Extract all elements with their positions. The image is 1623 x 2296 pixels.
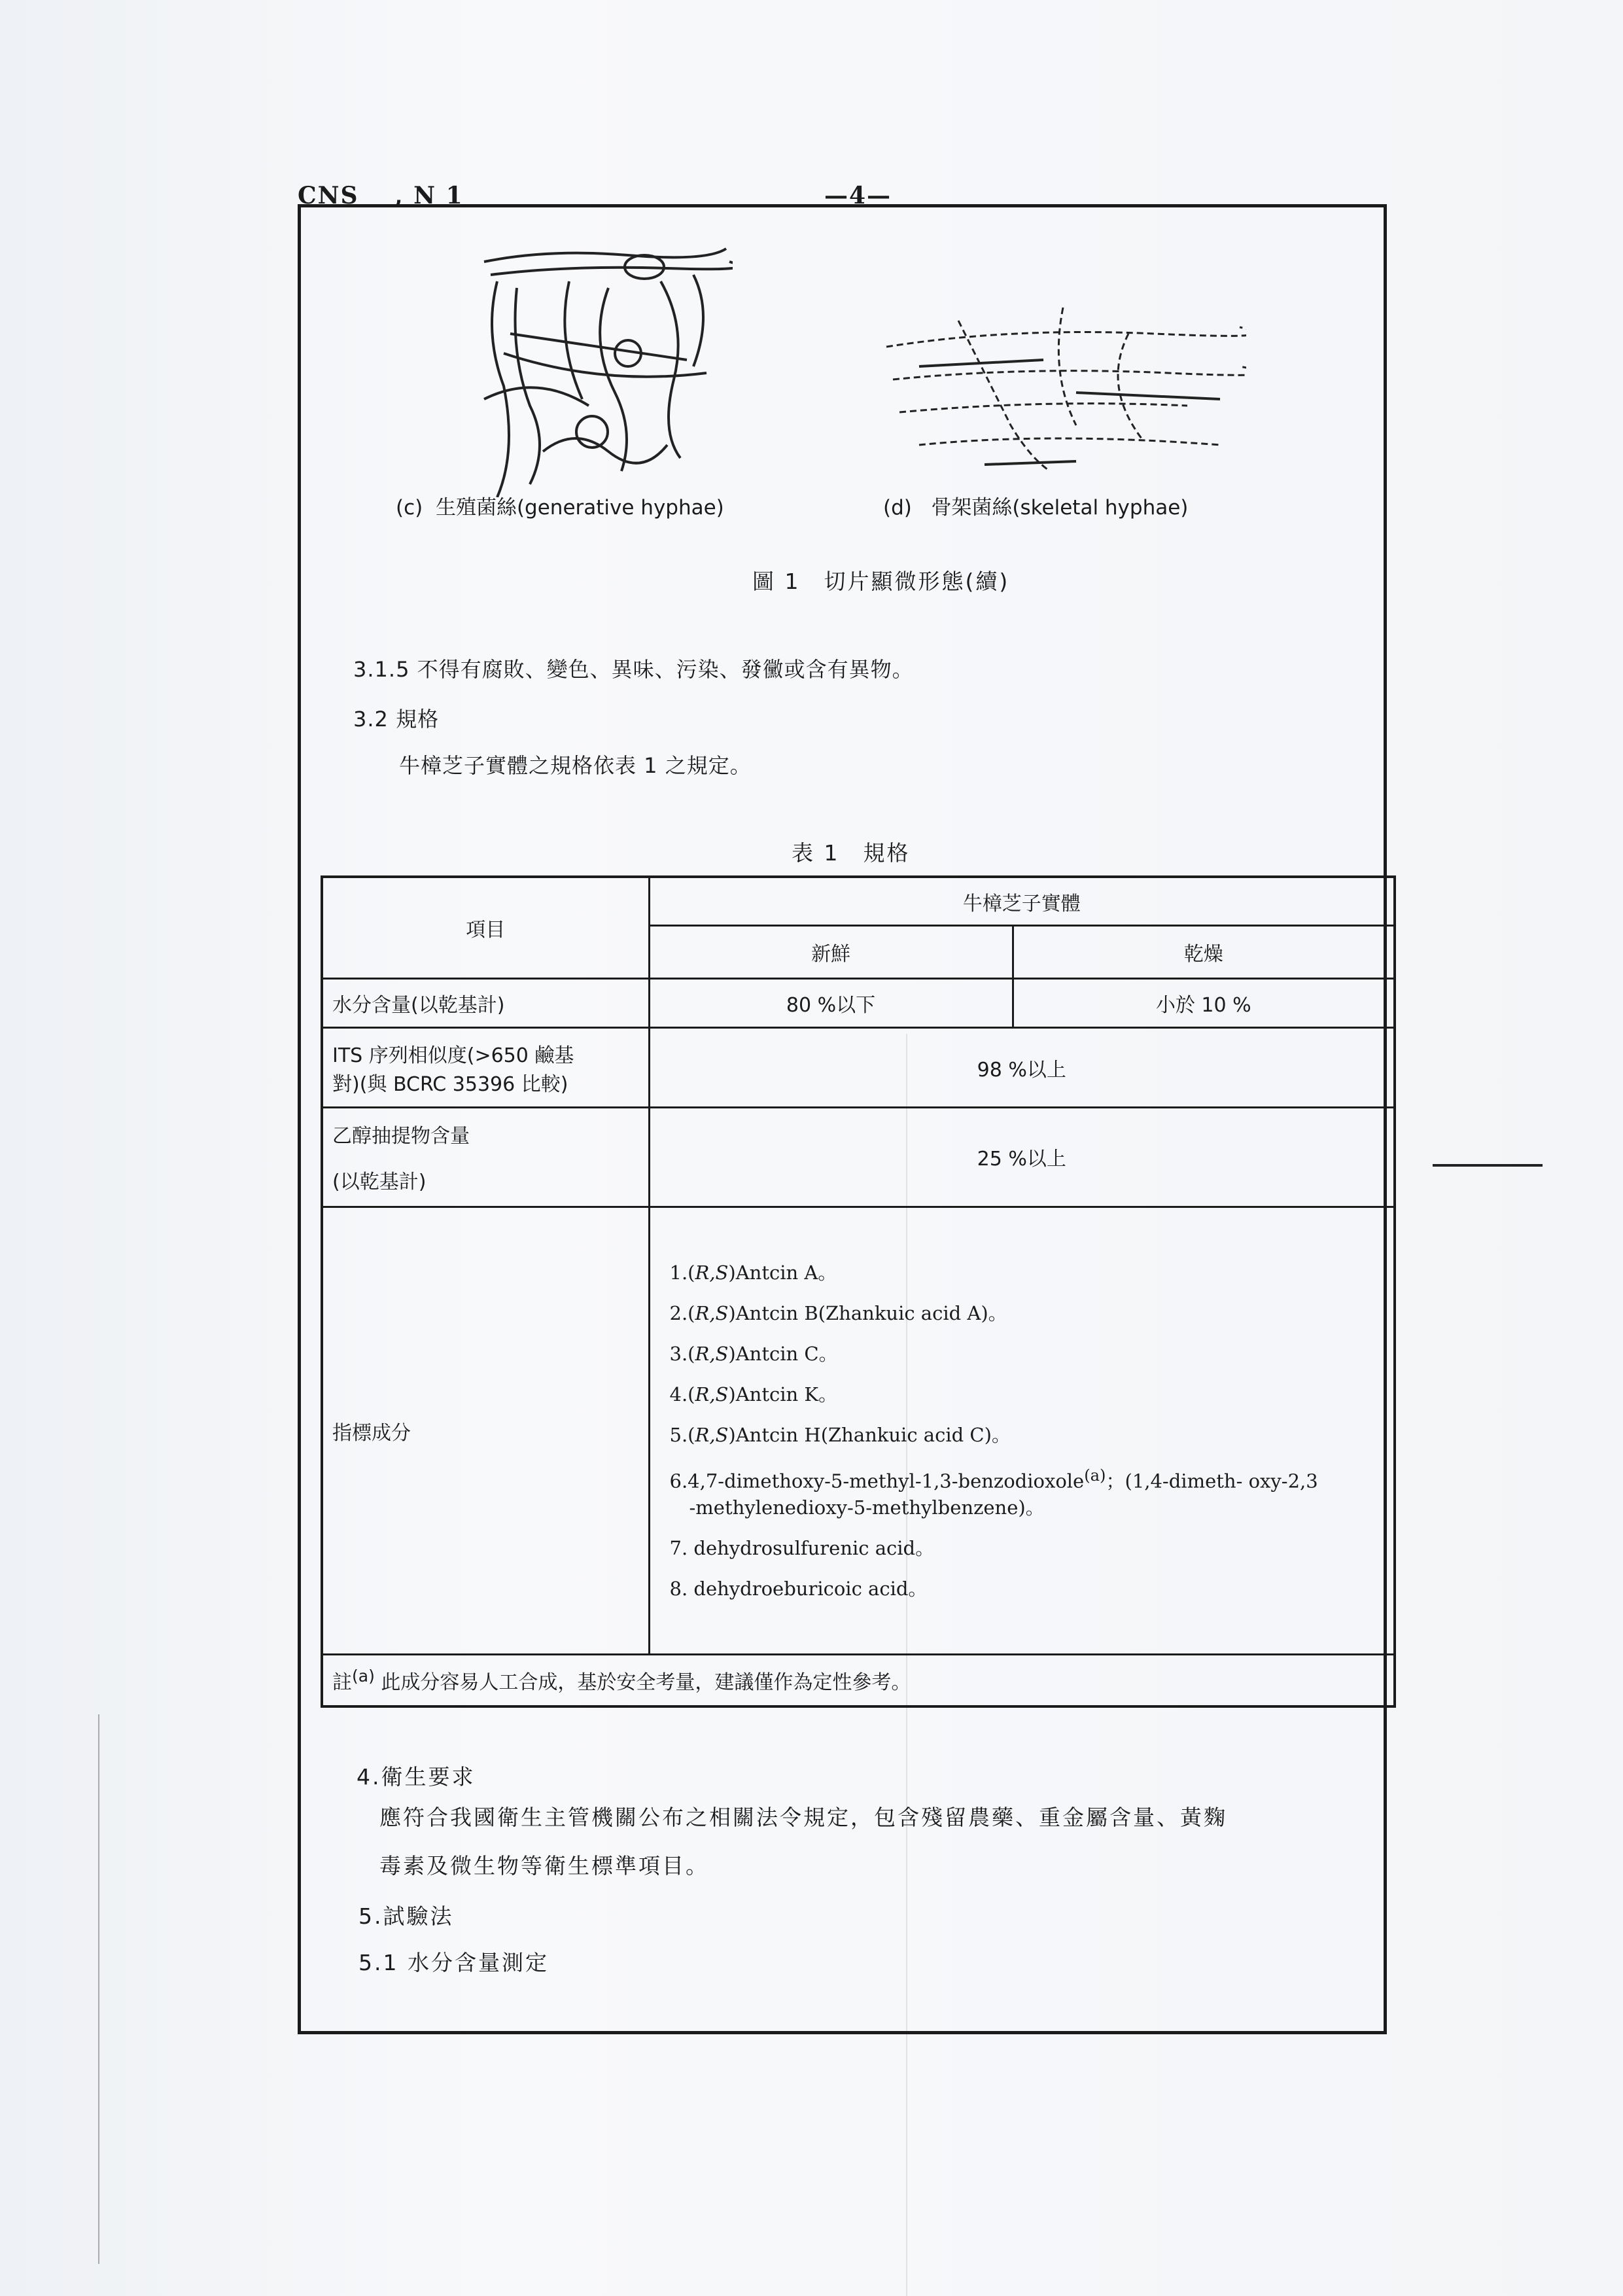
component-2: 2.(R,S)Antcin B(Zhankuic acid A)。	[669, 1302, 1007, 1325]
caption-c-text: 生殖菌絲(generative hyphae)	[435, 496, 724, 520]
component-8: 8. dehydroeburicoic acid。	[669, 1577, 928, 1600]
header-group: 牛樟芝子實體	[649, 877, 1395, 926]
component-3: 3.(R,S)Antcin C。	[669, 1343, 838, 1366]
standard-code: , N 1	[394, 182, 464, 209]
header-dry: 乾燥	[1013, 926, 1395, 979]
caption-c-label: (c)	[396, 496, 423, 520]
section-3-1-5: 3.1.5 不得有腐敗、變色、異味、污染、發黴或含有異物。	[353, 657, 914, 682]
section-4-title: 4.衛生要求	[357, 1764, 476, 1790]
figure-title: 圖 1 切片顯微形態(續)	[752, 569, 1010, 594]
caption-d	[883, 491, 1188, 520]
marker-components	[649, 1207, 1395, 1655]
section-5-1: 5.1 水分含量測定	[358, 1950, 549, 1975]
header-item: 項目	[322, 877, 649, 979]
section-5-title: 5.試驗法	[358, 1903, 454, 1929]
component-5: 5.(R,S)Antcin H(Zhankuic acid C)。	[669, 1424, 1011, 1447]
ethanol-label	[322, 1107, 649, 1207]
its-value: 98 %以上	[649, 1028, 1395, 1108]
header-fresh: 新鮮	[649, 926, 1013, 979]
component-4: 4.(R,S)Antcin K。	[669, 1383, 838, 1406]
section-3-2-title: 3.2 規格	[353, 707, 440, 732]
caption-d-text: 骨架菌絲(skeletal hyphae)	[931, 496, 1189, 520]
table-caption: 表 1 規格	[792, 840, 911, 866]
moisture-fresh: 80 %以下	[649, 979, 1013, 1028]
component-1: 1.(R,S)Antcin A。	[669, 1262, 837, 1284]
component-7: 7. dehydrosulfurenic acid。	[669, 1536, 935, 1559]
moisture-dry: 小於 10 %	[1013, 979, 1395, 1028]
its-label-line2: 對)(與 BCRC 35396 比較)	[332, 1072, 568, 1096]
margin-rule	[1433, 1164, 1543, 1167]
ethanol-label-line2: (以乾基計)	[332, 1171, 427, 1194]
component-6: 6.4,7-dimethoxy-5-methyl-1,3-benzodioxole$^{(a)}$；(1,4-dimeth- oxy-2,3 -methylenedioxy-5-methylbenzene)。	[669, 1466, 1318, 1519]
section-3-2-text: 牛樟芝子實體之規格依表 1 之規定。	[399, 753, 752, 778]
its-label	[322, 1028, 649, 1108]
ethanol-value: 25 %以上	[649, 1107, 1395, 1207]
marker-label: 指標成分	[322, 1207, 649, 1655]
section-4-line2: 毒素及微生物等衛生標準項目。	[379, 1853, 709, 1879]
table-note: 註$^{(a)}$ 此成分容易人工合成，基於安全考量，建議僅作為定性參考。	[322, 1655, 1395, 1706]
its-label-line1: ITS 序列相似度(>650 鹼基	[332, 1044, 574, 1067]
section-4-line1: 應符合我國衛生主管機關公布之相關法令規定，包含殘留農藥、重金屬含量、黃麴	[379, 1805, 1227, 1830]
margin-line	[98, 1714, 99, 2264]
caption-c	[396, 491, 724, 520]
generative-hyphae-drawing	[471, 236, 733, 497]
caption-d-label: (d)	[883, 496, 912, 520]
page-number: —4—	[824, 182, 892, 209]
ethanol-label-line1: 乙醇抽提物含量	[332, 1125, 470, 1148]
spec-table	[321, 875, 1396, 1708]
standard-label: CNS	[298, 182, 359, 209]
moisture-label: 水分含量(以乾基計)	[322, 979, 649, 1028]
skeletal-hyphae-drawing	[880, 294, 1246, 484]
